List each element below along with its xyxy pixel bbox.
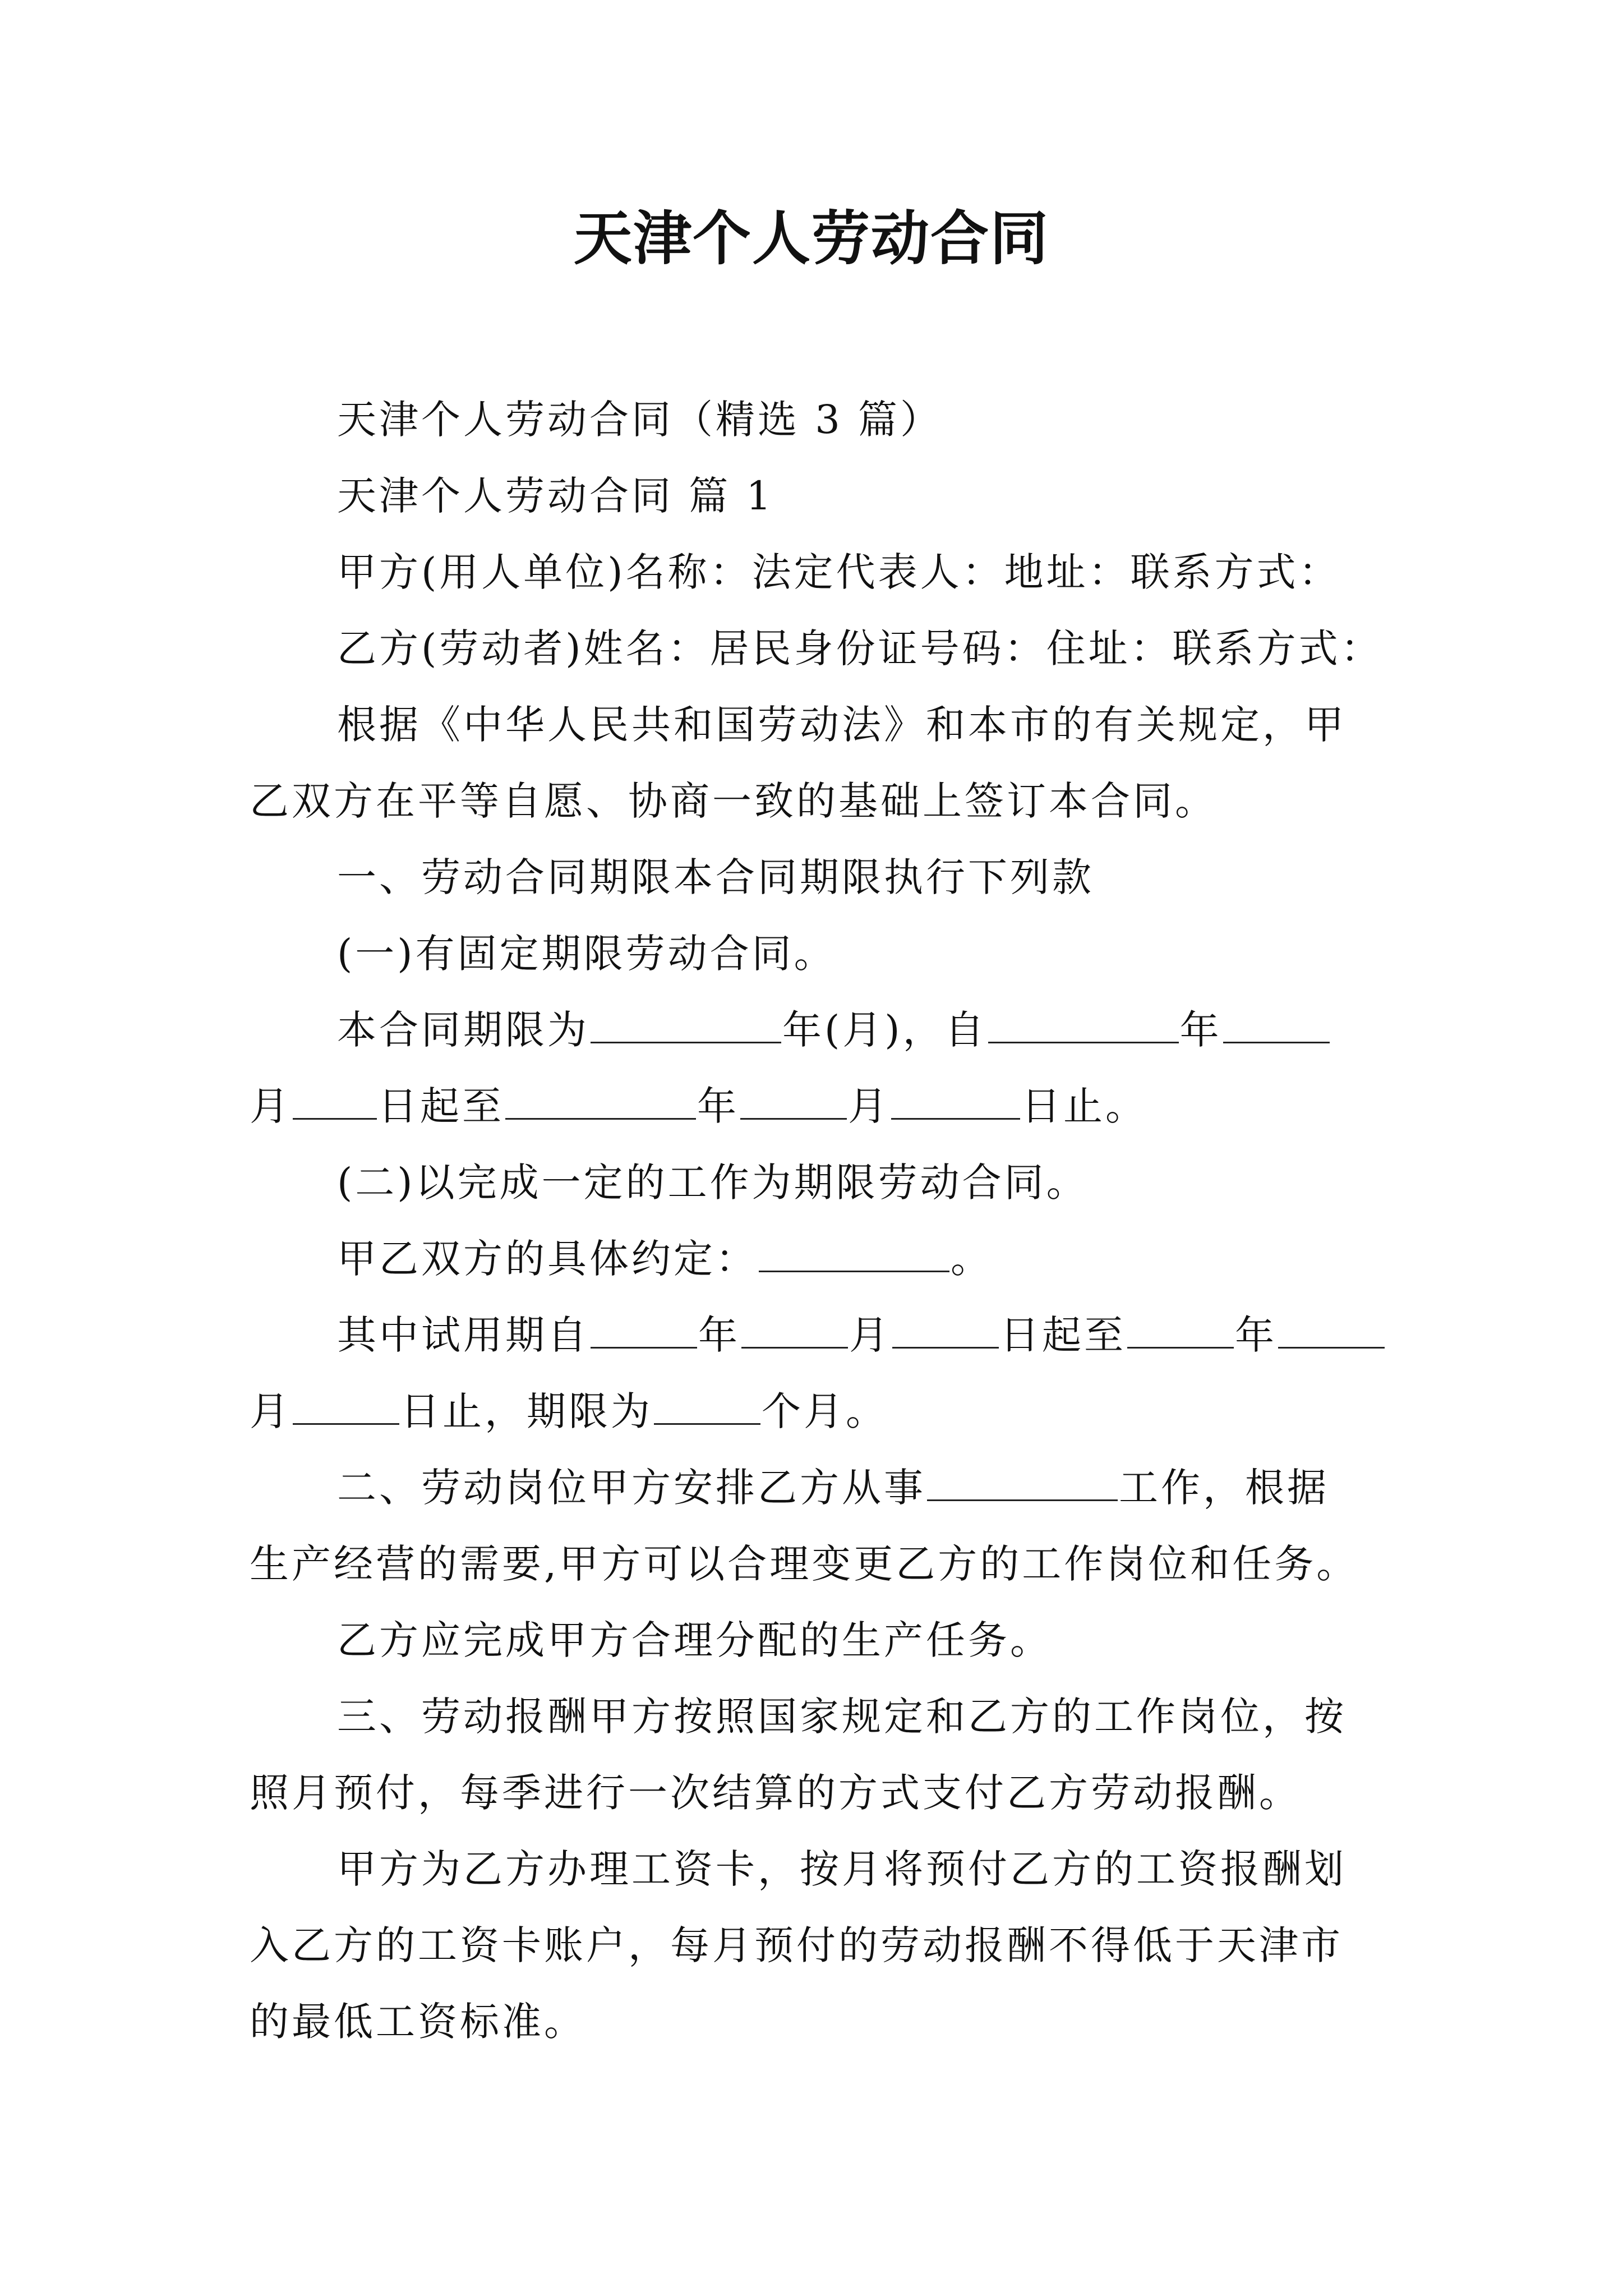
job-title-blank[interactable]: [927, 1465, 1118, 1501]
probation-end-day-blank[interactable]: [293, 1388, 399, 1425]
term-period-text: 月: [250, 1083, 292, 1129]
probation-start-day-blank[interactable]: [892, 1312, 999, 1349]
pay-line-1: 三、劳动报酬甲方按照国家规定和乙方的工作岗位，按: [337, 1694, 1347, 1740]
probation-text: 日止，期限为: [400, 1388, 653, 1434]
position-text: 工作，根据: [1119, 1465, 1329, 1511]
term-period-text: 年: [1179, 1007, 1222, 1053]
probation-text: 其中试用期自: [337, 1312, 589, 1358]
probation-text: 个月。: [762, 1388, 888, 1434]
term-period-text: 日止。: [1021, 1083, 1147, 1129]
document-title: 天津个人劳动合同: [573, 204, 1049, 273]
term-period-text: 月: [848, 1083, 890, 1129]
end-month-blank[interactable]: [740, 1083, 847, 1120]
duty-line: 乙方应完成甲方合理分配的生产任务。: [337, 1617, 1052, 1663]
start-month-blank[interactable]: [1223, 1007, 1330, 1043]
probation-months-blank[interactable]: [654, 1388, 760, 1425]
term-period-text: 本合同期限为: [337, 1007, 589, 1053]
term-period-text: 年(月)，自: [782, 1007, 987, 1053]
agreement-text: 甲乙双方的具体约定：: [337, 1236, 758, 1282]
probation-text: 日起至: [1000, 1312, 1126, 1358]
probation-text: 年: [698, 1312, 740, 1358]
probation-start-year-blank[interactable]: [591, 1312, 697, 1349]
position-line-2: 生产经营的需要,甲方可以合理变更乙方的工作岗位和任务。: [250, 1541, 1359, 1587]
basis-line-2: 乙双方在平等自愿、协商一致的基础上签订本合同。: [250, 778, 1217, 824]
probation-end-month-blank[interactable]: [1278, 1312, 1385, 1349]
start-year-blank[interactable]: [988, 1007, 1179, 1043]
party-b-line: 乙方(劳动者)姓名：居民身份证号码：住址：联系方式：: [337, 625, 1383, 671]
term-length-blank[interactable]: [591, 1007, 781, 1043]
probation-text: 月: [849, 1312, 891, 1358]
section-heading: 天津个人劳动合同 篇 1: [337, 473, 774, 519]
agreement-blank[interactable]: [759, 1236, 949, 1272]
probation-line-1: [250, 1297, 1394, 1373]
term-period-line-1: [250, 992, 1394, 1068]
probation-start-month-blank[interactable]: [741, 1312, 848, 1349]
party-a-line: 甲方(用人单位)名称：法定代表人：地址：联系方式：: [337, 549, 1341, 595]
agreement-line: [250, 1221, 1394, 1297]
wage-line-3: 的最低工资标准。: [250, 1999, 586, 2045]
term-period-text: 年: [697, 1083, 739, 1129]
wage-line-2: 入乙方的工资卡账户，每月预付的劳动报酬不得低于天津市: [250, 1922, 1343, 1968]
end-day-blank[interactable]: [891, 1083, 1020, 1120]
document-body: [250, 381, 1394, 2060]
task-term-line: (二)以完成一定的工作为期限劳动合同。: [337, 1159, 1089, 1205]
term-period-line-2: [250, 1068, 1394, 1144]
basis-line-1: 根据《中华人民共和国劳动法》和本市的有关规定，甲: [337, 702, 1347, 748]
probation-end-year-blank[interactable]: [1127, 1312, 1234, 1349]
pay-line-2: 照月预付，每季进行一次结算的方式支付乙方劳动报酬。: [250, 1770, 1301, 1816]
wage-line-1: 甲方为乙方办理工资卡，按月将预付乙方的工资报酬划: [337, 1846, 1347, 1892]
probation-text: 年: [1235, 1312, 1277, 1358]
subtitle: 天津个人劳动合同（精选 3 篇）: [337, 397, 943, 443]
position-line-1: [250, 1450, 1394, 1526]
probation-line-2: [250, 1373, 1394, 1450]
end-year-blank[interactable]: [505, 1083, 696, 1120]
start-day-blank[interactable]: [293, 1083, 377, 1120]
probation-text: 月: [250, 1388, 292, 1434]
position-text: 二、劳动岗位甲方安排乙方从事: [337, 1465, 926, 1511]
fixed-term-line: (一)有固定期限劳动合同。: [337, 931, 836, 977]
agreement-text: 。: [951, 1236, 993, 1282]
term-period-text: 日起至: [378, 1083, 504, 1129]
term-heading: 一、劳动合同期限本合同期限执行下列款: [337, 854, 1094, 900]
